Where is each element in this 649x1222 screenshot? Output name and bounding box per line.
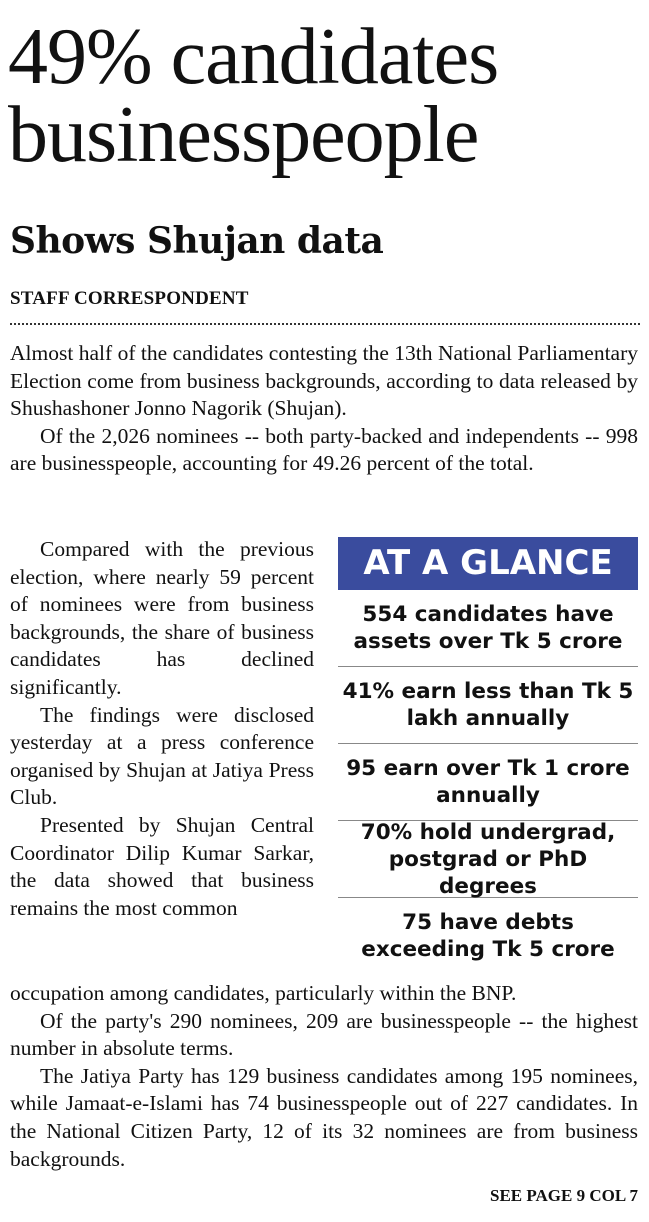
glance-item-low-income: 41% earn less than Tk 5 lakh annually <box>338 667 638 744</box>
subheadline: Shows Shujan data <box>10 220 384 262</box>
article-body-top <box>10 340 638 478</box>
glance-item-degrees: 70% hold undergrad, postgrad or PhD degrees <box>338 821 638 898</box>
paragraph: Of the 2,026 nominees -- both party-backed and independents -- 998 are businesspeople, accounting for 49.26 percent of the total. <box>10 423 638 476</box>
paragraph: Presented by Shujan Central Coordinator Dilip Kumar Sarkar, the data showed that business remains the most common <box>10 812 314 920</box>
continuation-jump-line: SEE PAGE 9 COL 7 <box>490 1186 638 1205</box>
at-a-glance-box <box>338 537 638 974</box>
headline-line-1: 49% candidates <box>8 13 499 101</box>
glance-item-debts: 75 have debts exceeding Tk 5 crore <box>361 910 615 962</box>
article-body-bottom <box>10 980 638 1173</box>
headline <box>8 13 644 179</box>
paragraph: Compared with the previous election, where nearly 59 percent of nominees were from business backgrounds, the share of business candidates has declined significantly. <box>10 537 314 699</box>
headline-line-2: businesspeople <box>8 91 479 179</box>
at-a-glance-title: AT A GLANCE <box>338 537 638 590</box>
paragraph: Almost half of the candidates contesting the 13th National Parliamentary Election come from business backgrounds, according to data released by Shushashoner Jonno Nagorik (Shujan). <box>10 341 638 421</box>
paragraph: The Jatiya Party has 129 business candidates among 195 nominees, while Jamaat-e-Islami has 74 businesspeople out of 227 candidates. In the National Citizen Party, 12 of its 32 nominees are from business backgrounds. <box>10 1063 638 1171</box>
paragraph: Of the party's 290 nominees, 209 are businesspeople -- the highest number in absolute terms. <box>10 1008 638 1061</box>
glance-item-assets: 554 candidates have assets over Tk 5 crore <box>338 590 638 667</box>
dotted-divider <box>10 323 640 325</box>
paragraph: occupation among candidates, particularly within the BNP. <box>10 981 517 1005</box>
glance-item-high-income: 95 earn over Tk 1 crore annually <box>338 744 638 821</box>
byline: STAFF CORRESPONDENT <box>10 288 249 309</box>
article-body-column <box>10 536 314 922</box>
paragraph: The findings were disclosed yesterday at a press conference organised by Shujan at Jatiya Press Club. <box>10 702 314 810</box>
